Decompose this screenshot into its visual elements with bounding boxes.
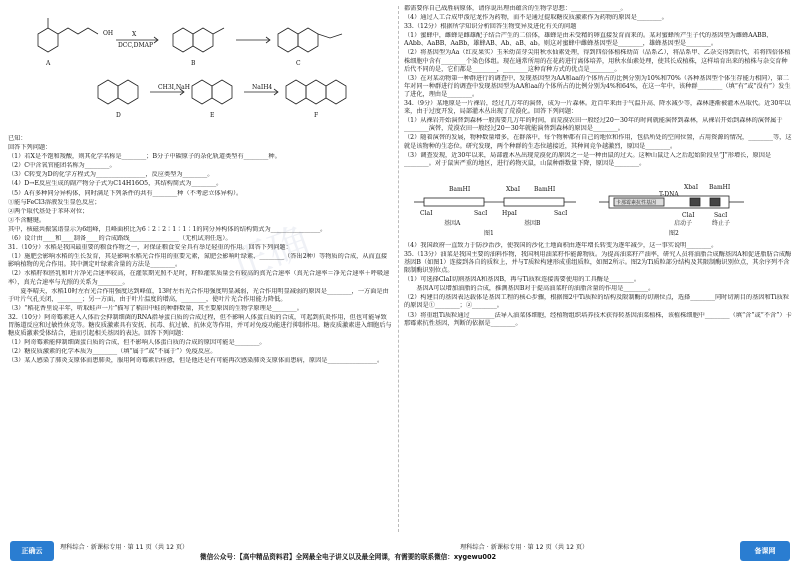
footer-left-text: 理科综合 · 新课标专用 · 第 11 页（共 12 页） (60, 544, 189, 551)
right-column (404, 4, 792, 534)
reagent-dcc: DCC,DMAP (118, 42, 154, 49)
left-paragraph: （3）“稻花香里说丰年，听取蛙声一片”描写了稻田中蛙的种群数量，其主要原因的生物学原理是________。 (8, 304, 303, 312)
left-paragraph: 回答下列问题： (8, 144, 52, 152)
left-paragraph: （2）C中含氧官能团名称为________。 (8, 162, 116, 170)
left-paragraph: 其中，核磁共振氢谱显示为6组峰，且峰面积比为6∶2∶2∶1∶1∶1的同分异构体的结构简式为________________。 (8, 225, 327, 233)
fig2-enzyme-sac1: SacⅠ (714, 211, 728, 219)
left-paragraph: 已知： (8, 135, 27, 142)
right-paragraph: （1）可选择ClaⅠ切割基因A和基因B，再与Ti质粒连接需要使用的工具酶是________。 (404, 276, 641, 284)
left-paragraph: （3）某人感染了肺炎支原体而患肺炎，服用阿奇霉素后痊愈，但是他还是有可能再次感染肺炎支原体而患病，原因是________________。 (8, 357, 384, 365)
right-paragraph: （3）调查发现，近30年以来，局部灌木丛出现荒漠化的原因之一是一种由鼠的过大。这种山鼠迁入之后起始阶段呈“J”形增长，原因是________。对于鼠害严重的地区，进行药物灭鼠，山鼠种群数量下降，原因是________。 (404, 151, 772, 167)
left-paragraph: （1）施肥会影响水稻的生长发育，其是影响水稻光合作用的重要元素，氮肥会影响叶绿素、________（答出2种）等物质的合成，从而直接影响植物的光合作用。其中测定叶绿素含量的方法是________。 (8, 253, 388, 269)
right-paragraph: （3）在对某动物第一种群进行的调查中，发现基因型为AA和aa的个体所占的比例分别为10%和70%（各种基因型个体生存能力相同），第二年对同一种群进行的调查中发现基因型为AA和aa的个体所占的比例分别为4%和64%，在这一年中，该种群________（填“有”或“没有”）发生了进化，理由是________。 (404, 74, 791, 98)
right-questions-top (404, 5, 792, 168)
fig2-enzyme-cla1: ClaⅠ (682, 211, 695, 219)
fig1-enzyme-bamh1-b: BamHⅠ (534, 185, 556, 193)
left-questions (8, 135, 392, 365)
left-paragraph: （4）D→E反应生成的副产物分子式为C14H16O5，其结构简式为________。 (8, 180, 223, 188)
label-f: F (314, 112, 319, 119)
left-paragraph: （2）糖皮质激素的化学本质为________（填“属于”或“不属于”）免疫反应。 (8, 348, 217, 356)
column-divider (398, 6, 399, 532)
left-paragraph: 31.（10分）水稻是我国最重要的粮食作物之一，对保证粮食安全具有举足轻重的作用。回答下列问题： (8, 244, 292, 252)
right-paragraph: （1）从裸岩开始演替到森林一般需要几万年的时间，而荒漠农田一般经过20～30年的时间就能演替到森林，从裸岩开始到森林的演替属于________演替，荒漠农田一般经过20～30年就能演替到森林的原因是________。 (404, 117, 783, 133)
footer-center-text: 微信公众号：【高中精品资料君】全网最全电子讲义以及最全网课，有需要的联系微信：xygewu002 (200, 553, 497, 561)
left-paragraph: ②两个取代基处于苯环对位； (8, 207, 89, 215)
left-paragraph: 夏季晴天，水稻10时左右光合作用强度达到峰值，13时左右光合作用强度明显减弱，光合作用明显减弱的原因是________，一方面是由于叶片气孔关闭，________；另一方面，由于叶片温度的增高，________，使叶片光合作用能力降低。 (8, 287, 389, 303)
left-paragraph: ③不含醚键。 (8, 216, 46, 224)
fig1-enzyme-hpa1: HpaⅠ (502, 209, 518, 217)
left-paragraph: （1）若X是不饱和羧酸，则其化学名称是________；B分子中碳原子的杂化轨道类型有________种。 (8, 153, 281, 161)
brand-logo-right: 备课网 (740, 541, 790, 561)
fig1-enzyme-bamh1-a: BamHⅠ (449, 185, 471, 193)
left-paragraph: （3）C转变为D的化学方程式为________________，反应类型为________。 (8, 171, 214, 179)
gene-figure-drawing (404, 170, 784, 240)
right-paragraph: （4）通过人工合成甲泼尼龙作为药物，而不是通过提取糖皮质激素作为药物的原因是________。 (404, 14, 668, 22)
fig1-enzyme-cla1: ClaⅠ (420, 209, 433, 217)
fig2-enzyme-xba1: XbaⅠ (684, 183, 699, 191)
gene-a-label: 基因A (444, 219, 461, 227)
left-paragraph: （2）水稻籽粒胚乳和叶片净光合速率较高，在灌浆期光照不足时，籽粒灌浆质量会有较高的真光合速率（真光合速率＝净光合速率＋呼吸速率），真光合速率与光照的关系为________。 (8, 270, 390, 286)
label-d: D (116, 112, 121, 119)
footer-right-text: 理科综合 · 新课标专用 · 第 12 页（共 12 页） (460, 544, 589, 551)
right-paragraph: 34.（9分）某地原是一片裸岩，经过几万年的演替，成为一片森林。近百年来由于气温升高、降水减少等，森林逐渐被灌木丛取代。近30年以来，由于过度开发，局部灌木丛出现了荒漠化。回答下列问题： (404, 100, 791, 116)
right-paragraph: （4）我国政府一直致力于防沙治沙，使我国的沙化土地面积由逐年增长转变为逐年减少，这一事实说明________。 (404, 241, 718, 249)
fig1-caption: 图1 (484, 229, 494, 237)
label-c: C (296, 60, 301, 67)
right-paragraph: 35.（13分）油菜是我国主要的油料作物，我国利用油菜籽作能源物质。为提高油菜籽产油率，研究人员将油脂合成酶基因A和促进脂肪合成酶基因B（如图1）连接到各自的质粒上，并与T质粒构建形成重组质粒，如图2所示。图2为Ti质粒部分结构及其限制酶识别位点，其余序列不含限制酶识别位点。 (404, 250, 792, 275)
fig2-enzyme-bamh1: BamHⅠ (709, 183, 731, 191)
kan-resistance-label: 卡那霉素抗性基因 (616, 199, 657, 206)
reagent-naih4: NaIH4 (252, 84, 273, 91)
left-column (8, 4, 392, 534)
fig2-caption: 图2 (669, 229, 679, 237)
right-paragraph: 基因A可以增加油脂的合成，推测基因B对于提高油菜籽的油脂含量的作用是________。 (404, 285, 655, 293)
right-paragraph: （2）随着演替的发展，物种数量增多，在群落中，每个物种都有自己的地位和作用，包括所处的空间位置，占用资源的情况，________等，这就是该物种的生态位。研究发现，两个种群的生态位越接近，其种间竞争越激烈，原因是________。 (404, 134, 792, 150)
left-paragraph: ①能与FeCl3溶液发生显色反应； (8, 198, 101, 206)
right-paragraph: （2）构建目的基因表达载体是基因工程的核心步骤，根据图2中Ti质粒的结构及限制酶的切割位点，选择________同时切割目的基因和Ti质粒的原因是①________；②________。 (404, 294, 790, 310)
right-paragraph: （2）将基因型为Aa（红皮果实）玉米幼苗芽尖用秋水仙素处理，得到四倍体植株幼苗（品系乙），将品系甲、乙杂交得到后代，若将四倍体植株细胞中含有________个染色体组。现在通常所用的在花药进行离体培养，用秋水仙素处理，使其长成植株，这样培育出来的植株与杂交育种后代不同的是，它们都是________，________这种育种方式的优点是________。 (404, 49, 791, 73)
right-paragraph: 都需要你自己战胜病原体，请你说出理由蕴含的生物学思想：________________。 (404, 5, 627, 12)
label-a: A (46, 60, 51, 67)
fig1-enzyme-sac1-a: SacⅠ (474, 209, 488, 217)
terminator-label: 终止子 (712, 219, 731, 227)
reagent-x: X (132, 31, 137, 38)
left-paragraph: 32.（10分）阿奇霉素进入人体后会抑制细菌的RNA指导蛋白质的合成过程，但不影响人体蛋白质的合成，可起到抗炎作用，但也可能导致胃肠道反应和过敏性休克等。糖皮质激素具有安抚、抗毒、抗过敏、抗休克等作用，并可对免疫功能进行抑制作用。糖皮质激素进入细胞后与糖皮质激素受体结合，进而引起相关基因的表达。回答下列问题： (8, 313, 392, 338)
fig1-enzyme-sac1-b: SacⅠ (554, 209, 568, 217)
promoter-label: 启动子 (674, 219, 693, 227)
right-paragraph: 33.（12分）根据所学知识分析回答生物变异及进化有关的问题 (404, 23, 577, 31)
left-paragraph: （6）设计由____和____制备____的合成路线________________（无机试剂任选）。 (8, 235, 232, 243)
fig1-enzyme-xba1: XbaⅠ (506, 185, 521, 193)
gene-b-label: 基因B (524, 219, 541, 227)
page-footer (0, 538, 800, 569)
right-questions-bottom (404, 242, 792, 328)
gene-figures (404, 170, 784, 240)
brand-logo-left: 正确云 (10, 541, 54, 561)
left-paragraph: （1）阿奇霉素能抑制细菌蛋白质的合成，但不影响人体蛋白质的合成的原因可能是________。 (8, 339, 266, 347)
reaction-scheme-drawing (8, 4, 388, 134)
label-e: E (210, 112, 215, 119)
right-paragraph: （3）将重组Ti质粒通过________法导入油菜体细胞，经植物组织培养技术获得转基因油菜植株，该植株细胞中________（填“含”或“不含”）卡那霉素抗性基因，判断的依据是________。 (404, 311, 792, 327)
label-b: B (191, 60, 196, 67)
tdna-label: T-DNA (659, 190, 679, 198)
reagent-ch3i: CH3I,NaH (158, 84, 190, 91)
reaction-scheme (8, 4, 388, 134)
oh-label: OH (103, 30, 114, 37)
watermark: 正确 (224, 218, 316, 290)
left-paragraph: （5）A有多种同分异构体，同时满足下列条件的共有________种（不考虑立体异构）。 (8, 189, 243, 197)
right-paragraph: （1）蜜蜂中，雌蜂是雌雄配子结合产生的二倍体，雄蜂是由未受精的卵直接发育而来的。某对蜜蜂所产生子代的基因型为雌蜂AABB、AAbb、AaBB、AaBb，雄蜂AB、Ab、aB、ab。则这对蜜蜂中雌蜂基因型是________，雄蜂基因型是________。 (404, 32, 773, 48)
